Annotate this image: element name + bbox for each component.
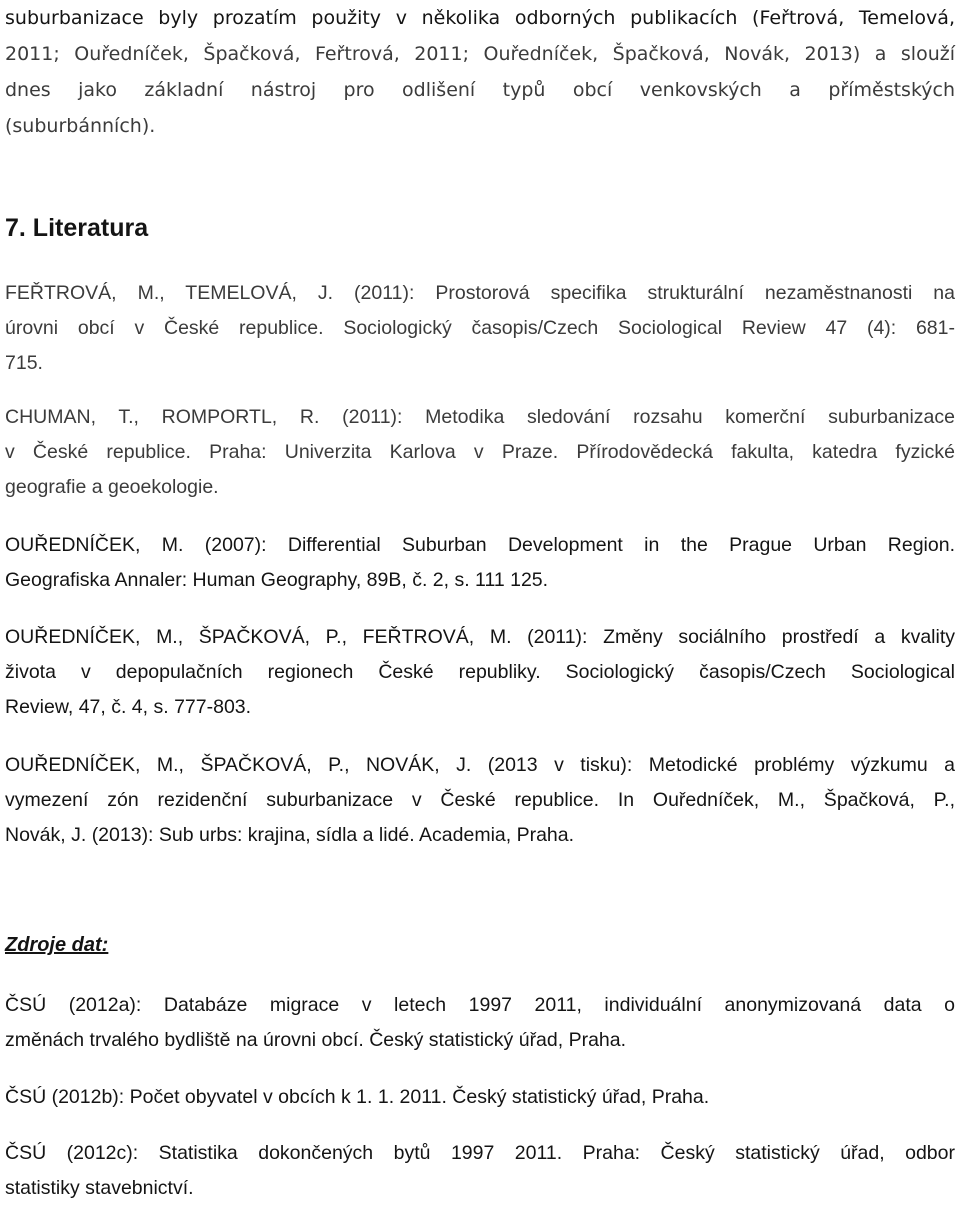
reference-line: CHUMAN, T., ROMPORTL, R. (2011): Metodika sledování rozsahu komerční suburbanizace [5, 406, 955, 428]
reference-line: vymezení zón rezidenční suburbanizace v České republice. In Ouředníček, M., Špačková, P., [5, 789, 955, 811]
source-entry [5, 1080, 955, 1115]
reference-entry [5, 748, 955, 853]
reference-entry [5, 620, 955, 725]
source-line: ČSÚ (2012c): Statistika dokončených bytů 1997 2011. Praha: Český statistický úřad, odbor [5, 1142, 955, 1164]
source-line: změnách trvalého bydliště na úrovni obcí. Český statistický úřad, Praha. [5, 1029, 627, 1051]
reference-entry [5, 528, 955, 598]
intro-line: 2011; Ouředníček, Špačková, Feřtrová, 2011; Ouředníček, Špačková, Novák, 2013) a slouží [5, 43, 955, 65]
intro-line: suburbanizace byly prozatím použity v několika odborných publikacích (Feřtrová, Temelová, [5, 7, 955, 29]
source-entry [5, 988, 955, 1058]
reference-line: geografie a geoekologie. [5, 476, 219, 498]
source-line: ČSÚ (2012b): Počet obyvatel v obcích k 1. 1. 2011. Český statistický úřad, Praha. [5, 1086, 710, 1108]
reference-line: 715. [5, 352, 43, 374]
intro-line: (suburbánních). [5, 115, 156, 137]
reference-line: života v depopulačních regionech České republiky. Sociologický časopis/Czech Sociological [5, 661, 955, 683]
reference-line: FEŘTROVÁ, M., TEMELOVÁ, J. (2011): Prostorová specifika strukturální nezaměstnanosti na [5, 282, 955, 304]
sources-heading: Zdroje dat: [5, 934, 109, 956]
reference-entry [5, 276, 955, 381]
reference-line: OUŘEDNÍČEK, M. (2007): Differential Suburban Development in the Prague Urban Region. [5, 534, 955, 556]
reference-line: OUŘEDNÍČEK, M., ŠPAČKOVÁ, P., NOVÁK, J. (2013 v tisku): Metodické problémy výzkumu a [5, 754, 955, 776]
reference-line: úrovni obcí v České republice. Sociologický časopis/Czech Sociological Review 47 (4): 681- [5, 317, 955, 339]
intro-line: dnes jako základní nástroj pro odlišení typů obcí venkovských a příměstských [5, 79, 955, 101]
source-line: statistiky stavebnictví. [5, 1177, 194, 1199]
reference-line: OUŘEDNÍČEK, M., ŠPAČKOVÁ, P., FEŘTROVÁ, M. (2011): Změny sociálního prostředí a kvality [5, 626, 955, 648]
reference-line: Geografiska Annaler: Human Geography, 89B, č. 2, s. 111 125. [5, 569, 549, 591]
reference-line: Review, 47, č. 4, s. 777-803. [5, 696, 252, 718]
section-heading: 7. Literatura [5, 214, 149, 242]
intro-paragraph [5, 0, 955, 144]
reference-line: Novák, J. (2013): Sub urbs: krajina, sídla a lidé. Academia, Praha. [5, 824, 575, 846]
reference-line: v České republice. Praha: Univerzita Karlova v Praze. Přírodovědecká fakulta, katedra fyzické [5, 441, 955, 463]
reference-entry [5, 400, 955, 505]
source-entry [5, 1136, 955, 1206]
source-line: ČSÚ (2012a): Databáze migrace v letech 1997 2011, individuální anonymizovaná data o [5, 994, 955, 1016]
